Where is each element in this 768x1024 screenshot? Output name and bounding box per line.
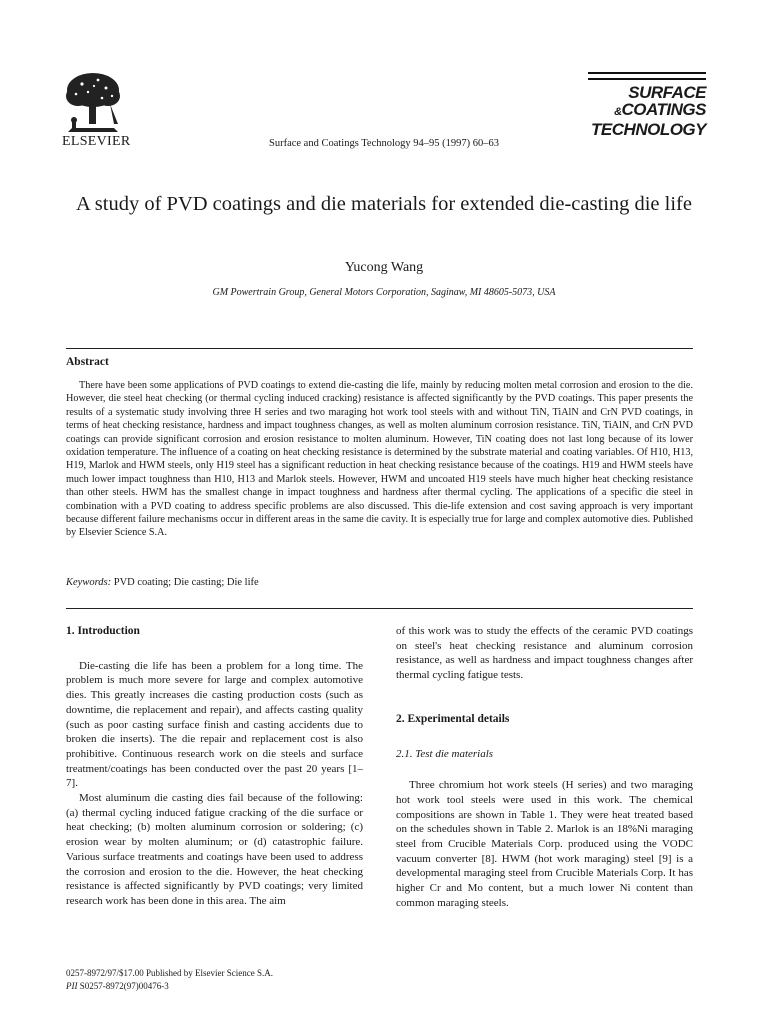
pii-number: S0257-8972(97)00476-3 — [79, 981, 169, 991]
article-title: A study of PVD coatings and die materials for extended die-casting die life — [76, 193, 692, 215]
logo-rule — [588, 78, 706, 80]
section-heading-experimental: 2. Experimental details — [396, 712, 510, 725]
logo-line-coatings: COATINGS — [621, 100, 706, 119]
author-affiliation: GM Powertrain Group, General Motors Corporation, Saginaw, MI 48605-5073, USA — [212, 287, 556, 298]
column-right — [396, 624, 693, 911]
elsevier-tree-logo-icon — [62, 70, 124, 134]
journal-logo — [588, 72, 706, 138]
divider-top — [66, 348, 693, 349]
section-heading-introduction: 1. Introduction — [66, 625, 140, 637]
logo-line-surface: SURFACE — [628, 83, 706, 102]
abstract-text: There have been some applications of PVD coatings to extend die-casting die life, mainly by reducing molten metal corrosion and erosion to the die. However, die steel heat checking (or thermal cycling induced cracking) resistance is affected significantly by the PVD coatings. This paper presents the results of a systematic study involving three H series and two maraging hot work tool steels with and without TiN, TiAlN and CrN PVD coatings, in terms of heat checking resistance, hardness and impact toughness changes, as well as molten aluminum corrosion resistance. TiN, TiAlN, and CrN PVD coatings can provide significant corrosion and erosion resistance to molten aluminum. However, TiN coating does not last long because of its lower oxidation temperature. The influence of a coating on heat checking resistance is determined by the substrate material and coating variables. Of H10, H13, H19, Marlok and HWM steels, only H19 steel has a significant reduction in heat checking resistance because of the coatings. H19 and HWM steels have much lower impact toughness than H10, H13 and Marlok steels. However, HWM and uncoated H19 steels have much higher heat checking resistance than other steels. HWM has the smallest change in impact toughness and hardness after thermal cycling. The applications of a specific die steel in combination with a PVD coating to address specific problems are also discussed. This die-life extension and cost saving approach is very important because different failure mechanisms occur in different areas in the same die cavity. It is especially true for large and complex automotive dies. Published by Elsevier Science S.A. — [66, 380, 693, 539]
logo-rule — [588, 72, 706, 74]
keywords-label: Keywords: — [66, 577, 112, 588]
keywords-list: PVD coating; Die casting; Die life — [113, 577, 259, 588]
author-name: Yucong Wang — [344, 260, 424, 275]
column-left — [66, 624, 363, 909]
publisher-name: ELSEVIER — [62, 134, 131, 149]
subsection-heading-test-materials: 2.1. Test die materials — [396, 747, 494, 760]
copyright-footer — [66, 967, 273, 993]
experimental-paragraph-1: Three chromium hot work steels (H series) and two maraging hot work tool steels were used in this work. The chemical compositions are shown in Table 1. They were heat treated based on the schedules shown in Table 2. Marlok is an 18%Ni maraging steel from Crucible Materials Corp. produced using the VODC vacuum converter [8]. HWM (hot work maraging) steel [9] is a developmental maraging steel from Crucible Materials Corp. It has higher Cr and Mo content, but a much lower Ni content than common maraging steels. — [396, 779, 693, 909]
copyright-line: 0257-8972/97/$17.00 Published by Elsevier Science S.A. — [66, 968, 273, 978]
intro-paragraph-1: Die-casting die life has been a problem for a long time. The problem is much more severe for large and complex automotive dies. This greatly increases die casting production costs (such as downtime, die replacement and repair), and affects casting quality (such as poor casting surface finish and casting accidents due to broken die inserts). The die repair and replacement cost is also prohibitive. Continuous research work on die steels and surface treatment/coatings has been conducted over the past 20 years [1–7]. — [66, 659, 363, 790]
divider-bottom — [66, 608, 693, 609]
keywords — [66, 577, 259, 588]
logo-line-technology: TECHNOLOGY — [591, 120, 706, 139]
intro-paragraph-2: Most aluminum die casting dies fail because of the following: (a) thermal cycling induced fatigue cracking of the die surface or heat checking; (b) molten aluminum corrosion or soldering; (c) erosion wear by molten aluminum; or (d) catastrophic failure. Various surface treatments and coatings have been used to address the corrosion and erosion to the die. However, the heat checking resistance is affected significantly by PVD coatings; very limited research work has been done in this area. The aim — [66, 792, 363, 907]
journal-citation: Surface and Coatings Technology 94–95 (1997) 60–63 — [268, 138, 500, 149]
intro-paragraph-continued: of this work was to study the effects of the ceramic PVD coatings on steel's heat checking resistance and aluminum corrosion resistance, as well as hardness and impact toughness changes after thermal cycling fatigue tests. — [396, 625, 693, 682]
logo-ampersand: & — [614, 106, 622, 118]
abstract-heading: Abstract — [66, 356, 109, 368]
pii-label: PII — [66, 981, 78, 991]
